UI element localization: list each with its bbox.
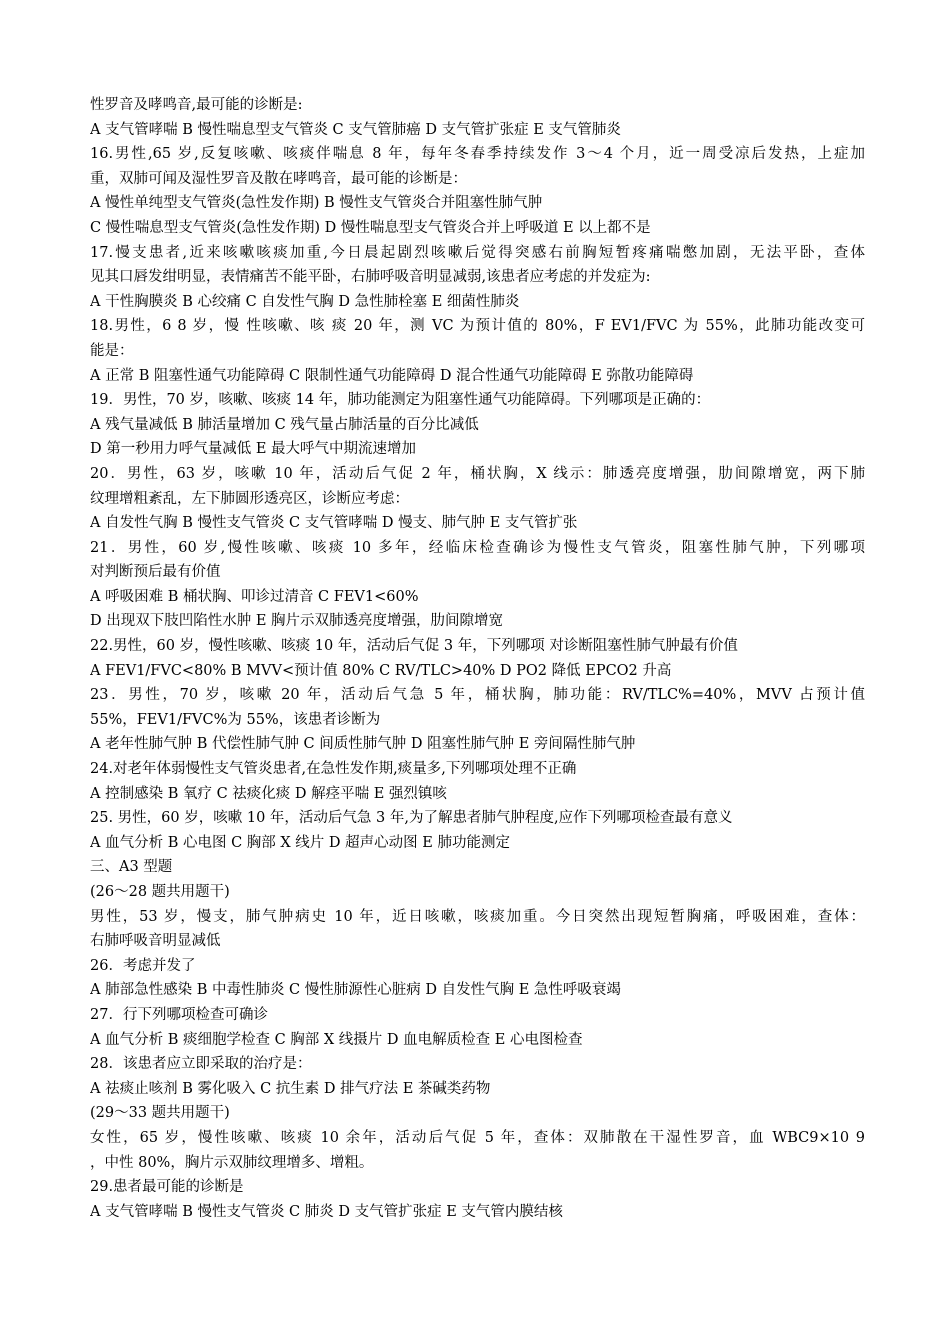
- text-line: 男性，53 岁，慢支，肺气肿病史 10 年，近日咳嗽，咳痰加重。今日突然出现短暂胸痛，呼吸困难，查体：: [90, 908, 865, 925]
- text-line: 性罗音及哮鸣音,最可能的诊断是:: [90, 97, 303, 113]
- text-line: A 干性胸膜炎 B 心绞痛 C 自发性气胸 D 急性肺栓塞 E 细菌性肺炎: [90, 293, 520, 310]
- text-line: 22.男性，60 岁，慢性咳嗽、咳痰 10 年，活动后气促 3 年，下列哪项 对诊断阻塞性肺气肿最有价值: [90, 638, 738, 655]
- text-line: 17.慢支患者,近来咳嗽咳痰加重,今日晨起剧烈咳嗽后觉得突感右前胸短暂疼痛喘憋加剧，无法平卧，查体: [90, 244, 865, 261]
- document-page: [90, 93, 865, 1224]
- text-line: 23．男性，70 岁，咳嗽 20 年，活动后气急 5 年，桶状胸，肺功能：RV/TLC%=40%，MVV 占预计值: [90, 687, 865, 704]
- text-line: A 老年性肺气肿 B 代偿性肺气肿 C 间质性肺气肿 D 阻塞性肺气肿 E 旁间隔性肺气肿: [90, 736, 636, 753]
- text-line: ，中性 80%，胸片示双肺纹理增多、增粗。: [90, 1154, 374, 1171]
- text-line: A 支气管哮喘 B 慢性支气管炎 C 肺炎 D 支气管扩张症 E 支气管内膜结核: [90, 1203, 563, 1220]
- text-line: 见其口唇发绀明显，表情痛苦不能平卧，右肺呼吸音明显减弱,该患者应考虑的并发症为:: [90, 269, 651, 286]
- text-line: (26～28 题共用题干): [90, 884, 230, 900]
- text-line: 纹理增粗紊乱，左下肺圆形透亮区，诊断应考虑：: [90, 490, 409, 507]
- text-line: 19．男性，70 岁，咳嗽、咳痰 14 年，肺功能测定为阻塞性通气功能障碍。下列哪项是正确的：: [90, 392, 711, 409]
- text-line: A 支气管哮喘 B 慢性喘息型支气管炎 C 支气管肺癌 D 支气管扩张症 E 支气管肺炎: [90, 121, 621, 138]
- text-line: A 正常 B 阻塞性通气功能障碍 C 限制性通气功能障碍 D 混合性通气功能障碍 E 弥散功能障碍: [90, 367, 694, 384]
- text-line: 右肺呼吸音明显减低: [90, 933, 221, 950]
- text-line: A 祛痰止咳剂 B 雾化吸入 C 抗生素 D 排气疗法 E 茶碱类药物: [90, 1080, 491, 1097]
- text-line: 21．男性，60 岁,慢性咳嗽、咳痰 10 多年，经临床检查确诊为慢性支气管炎，阻塞性肺气肿，下列哪项: [90, 539, 865, 556]
- text-line: 对判断预后最有价值: [90, 564, 221, 581]
- text-line: 能是：: [90, 342, 134, 359]
- text-line: D 第一秒用力呼气量减低 E 最大呼气中期流速增加: [90, 441, 417, 458]
- text-line: 24.对老年体弱慢性支气管炎患者,在急性发作期,痰量多,下列哪项处理不正确: [90, 761, 577, 778]
- text-line: 26．考虑并发了: [90, 957, 196, 974]
- text-line: (29～33 题共用题干): [90, 1105, 230, 1122]
- text-line: 27．行下列哪项检查可确诊: [90, 1006, 268, 1023]
- text-line: A FEV1/FVC<80% B MVV<预计值 80% C RV/TLC>40% D PO2 降低 EPCO2 升高: [90, 662, 672, 679]
- text-line: 女性，65 岁，慢性咳嗽、咳痰 10 余年，活动后气促 5 年，查体：双肺散在干湿性罗音，血 WBC9×10 9: [90, 1129, 865, 1146]
- text-line: A 血气分析 B 痰细胞学检查 C 胸部 X 线摄片 D 血电解质检查 E 心电图检查: [90, 1031, 583, 1048]
- text-line: D 出现双下肢凹陷性水肿 E 胸片示双肺透亮度增强，肋间隙增宽: [90, 613, 504, 630]
- text-line: 55%，FEV1/FVC%为 55%，该患者诊断为: [90, 711, 381, 728]
- text-line: A 肺部急性感染 B 中毒性肺炎 C 慢性肺源性心脏病 D 自发性气胸 E 急性呼吸衰竭: [90, 982, 621, 999]
- text-line: 18.男性，6 8 岁，慢 性咳嗽、咳 痰 20 年，测 VC 为预计值的 80%，F EV1/FVC 为 55%，此肺功能改变可: [90, 318, 865, 335]
- text-line: 重，双肺可闻及湿性罗音及散在哮鸣音，最可能的诊断是：: [90, 170, 467, 187]
- text-line: A 控制感染 B 氧疗 C 祛痰化痰 D 解痉平喘 E 强烈镇咳: [90, 785, 447, 802]
- text-line: 29.患者最可能的诊断是: [90, 1179, 244, 1196]
- text-line: A 残气量减低 B 肺活量增加 C 残气量占肺活量的百分比减低: [90, 416, 479, 433]
- text-line: A 自发性气胸 B 慢性支气管炎 C 支气管哮喘 D 慢支、肺气肿 E 支气管扩张: [90, 515, 578, 532]
- text-line: A 慢性单纯型支气管炎(急性发作期) B 慢性支气管炎合并阻塞性肺气肿: [90, 195, 543, 212]
- text-line: 20．男性，63 岁，咳嗽 10 年，活动后气促 2 年，桶状胸，X 线示：肺透亮度增强，肋间隙增宽，两下肺: [90, 465, 865, 482]
- text-line: 16.男性,65 岁,反复咳嗽、咳痰伴喘息 8 年，每年冬春季持续发作 3～4 个月，近一周受凉后发热，上症加: [90, 146, 865, 163]
- text-line: A 血气分析 B 心电图 C 胸部 X 线片 D 超声心动图 E 肺功能测定: [90, 834, 510, 851]
- text-line: A 呼吸困难 B 桶状胸、叩诊过清音 C FEV1<60%: [90, 588, 419, 605]
- text-line: 28．该患者应立即采取的治疗是：: [90, 1056, 312, 1073]
- text-line: 三、A3 型题: [90, 859, 173, 876]
- text-line: 25. 男性，60 岁，咳嗽 10 年，活动后气急 3 年,为了解患者肺气肿程度,应作下列哪项检查最有意义: [90, 810, 733, 827]
- text-line: C 慢性喘息型支气管炎(急性发作期) D 慢性喘息型支气管炎合并上呼吸道 E 以上都不是: [90, 219, 651, 236]
